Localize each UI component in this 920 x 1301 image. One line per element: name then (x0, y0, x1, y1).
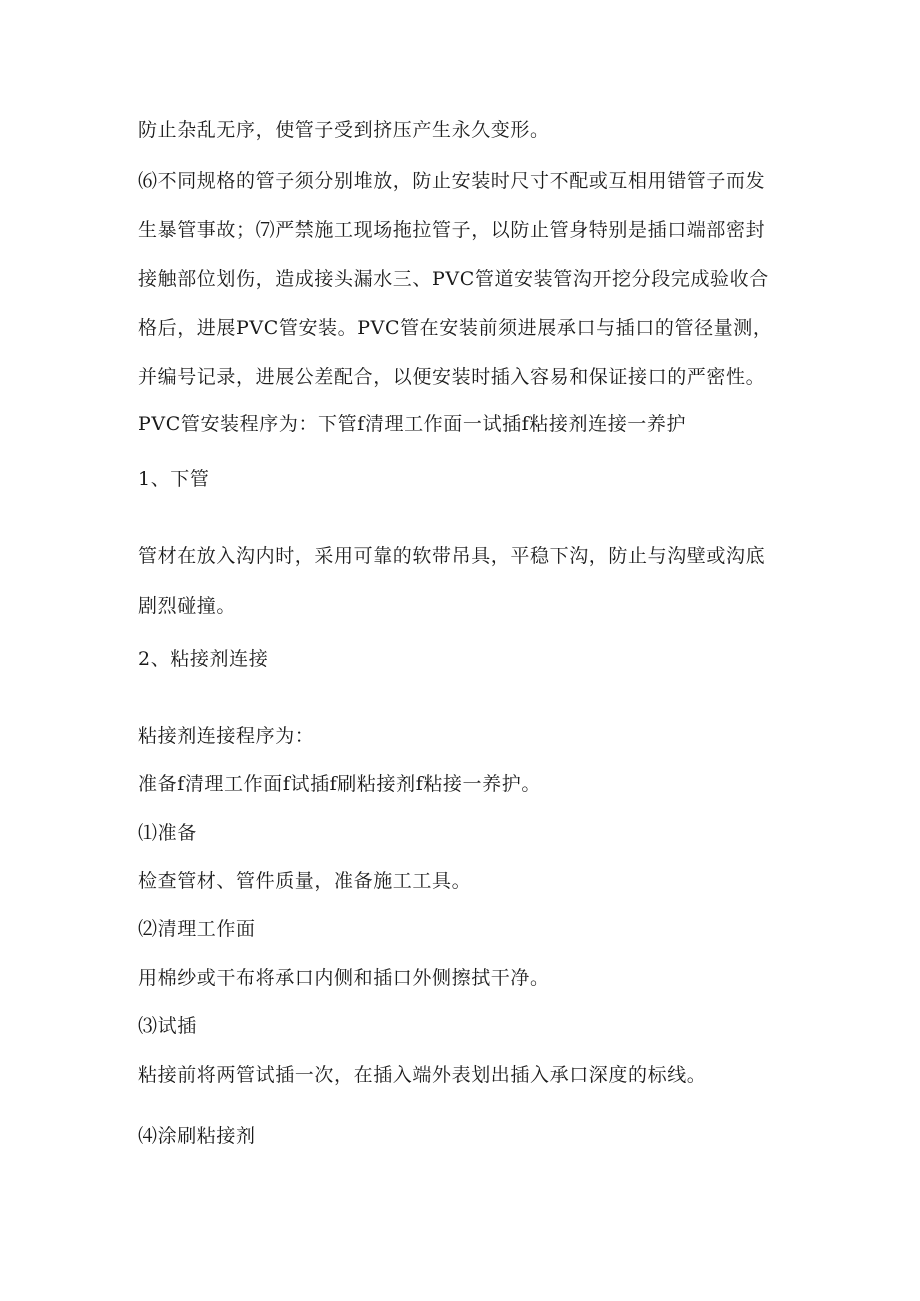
subsection-heading: ⑶试插 (138, 1015, 197, 1037)
text-line: PVC管安装程序为：下管f清理工作面一试插f粘接剂连接一养护 (138, 413, 687, 435)
section-heading: 2、粘接剂连接 (138, 648, 269, 670)
text-line: 粘接剂连接程序为： (138, 725, 315, 747)
text-line: 用棉纱或干布将承口内侧和插口外侧擦拭干净。 (138, 967, 550, 989)
text-line: 粘接前将两管试插一次，在插入端外表划出插入承口深度的标线。 (138, 1064, 707, 1086)
text-line: 管材在放入沟内时，采用可靠的软带吊具，平稳下沟，防止与沟壁或沟底 (138, 545, 766, 567)
subsection-heading: ⑵清理工作面 (138, 918, 256, 940)
text-line: 剧烈碰撞。 (138, 595, 237, 617)
text-line: ⑹不同规格的管子须分别堆放，防止安装时尺寸不配或互相用错管子而发 (138, 170, 766, 192)
subsection-heading: ⑷涂刷粘接剂 (138, 1125, 256, 1147)
subsection-heading: ⑴准备 (138, 822, 197, 844)
text-line: 检查管材、管件质量，准备施工工具。 (138, 870, 472, 892)
text-line: 格后，进展PVC管安装。PVC管在安装前须进展承口与插口的管径量测， (138, 317, 773, 339)
text-line: 生暴管事故；⑺严禁施工现场拖拉管子，以防止管身特别是插口端部密封 (138, 219, 766, 241)
text-line: 并编号记录，进展公差配合，以便安装时插入容易和保证接口的严密性。 (138, 366, 766, 388)
text-line: 防止杂乱无序，使管子受到挤压产生永久变形。 (138, 119, 550, 141)
text-line: 接触部位划伤，造成接头漏水三、PVC管道安装管沟开挖分段完成验收合 (138, 268, 769, 290)
section-heading: 1、下管 (138, 468, 210, 490)
text-line: 准备f清理工作面f试插f刷粘接剂f粘接一养护。 (138, 773, 541, 795)
